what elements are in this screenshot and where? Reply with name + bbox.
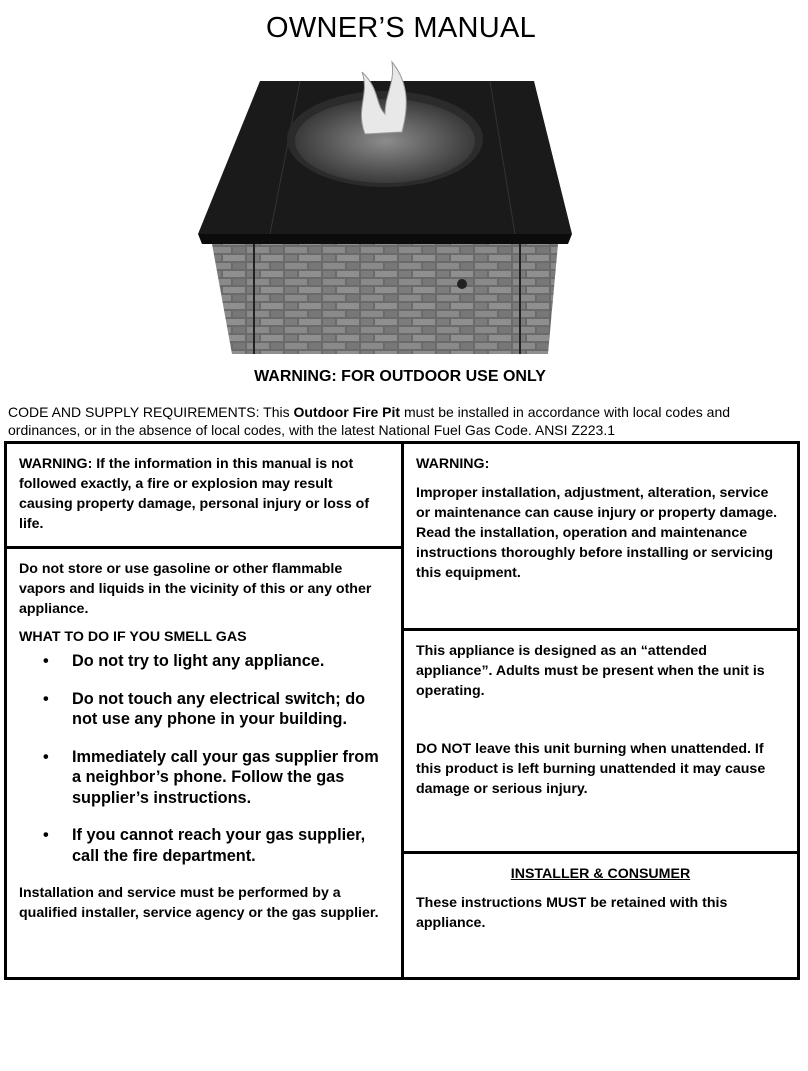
attended-appliance-box (401, 628, 800, 854)
attended-appliance-text: This appliance is designed as an “attended appliance”. Adults must be present when the unit is operating. (416, 643, 765, 699)
warning-body: If the information in this manual is not followed exactly, a fire or explosion may result causing property damage, personal injury or loss of life. (19, 456, 370, 532)
warning-box-left-top (4, 441, 404, 549)
warning-label: WARNING: (416, 456, 490, 472)
outdoor-use-warning: WARNING: FOR OUTDOOR USE ONLY (254, 368, 546, 385)
bullet-icon: • (43, 689, 49, 708)
do-not-leave-text: DO NOT leave this unit burning when unattended. If this product is left burning unattended it may cause damage or serious injury. (416, 741, 766, 797)
code-prefix: CODE AND SUPPLY REQUIREMENTS: This (8, 404, 294, 420)
list-item: • Immediately call your gas supplier from a neighbor’s phone. Follow the gas supplier’s instructions. (43, 747, 379, 807)
code-requirements (8, 403, 798, 439)
warning-box-right-top (401, 441, 800, 631)
installer-consumer-heading: INSTALLER & CONSUMER (510, 866, 691, 882)
installer-consumer-box (401, 851, 800, 980)
list-item: • Do not touch any electrical switch; do not use any phone in your building. (43, 689, 366, 728)
flammable-notice: Do not store or use gasoline or other flammable vapors and liquids in the vicinity of this or any other appliance. (19, 561, 372, 617)
fire-pit-illustration (170, 54, 630, 398)
retain-instructions-text: These instructions MUST be retained with this appliance. (416, 895, 728, 931)
bullet-icon: • (43, 652, 49, 670)
fire-pit-photo (170, 54, 630, 398)
page-title: OWNER’S MANUAL (265, 12, 537, 44)
gas-safety-box (4, 546, 404, 980)
bullet-icon: • (43, 826, 49, 844)
warning-left-text (19, 454, 389, 534)
list-item: • If you cannot reach your gas supplier, call the fire department. (43, 826, 366, 865)
installer-notice: Installation and service must be performed by a qualified installer, service agency or the gas supplier. (19, 885, 379, 921)
gas-instructions-list (19, 651, 389, 866)
improper-installation-warning: Improper installation, adjustment, alteration, service or maintenance can cause injury or property damage. Read the installation, operation and maintenance instructions thoroughly before installing or servicing this equipment. (416, 485, 778, 581)
smell-gas-heading: WHAT TO DO IF YOU SMELL GAS (19, 629, 247, 645)
list-item: • Do not try to light any appliance. (43, 652, 325, 670)
code-suffix: must be installed in accordance with local codes and ordinances, or in the absence of local codes, with the latest National Fuel Gas Code. ANSI Z223.1 (8, 404, 731, 438)
warning-label: WARNING: (19, 456, 93, 472)
bullet-icon: • (43, 747, 49, 766)
code-bold-product: Outdoor Fire Pit (293, 404, 401, 420)
